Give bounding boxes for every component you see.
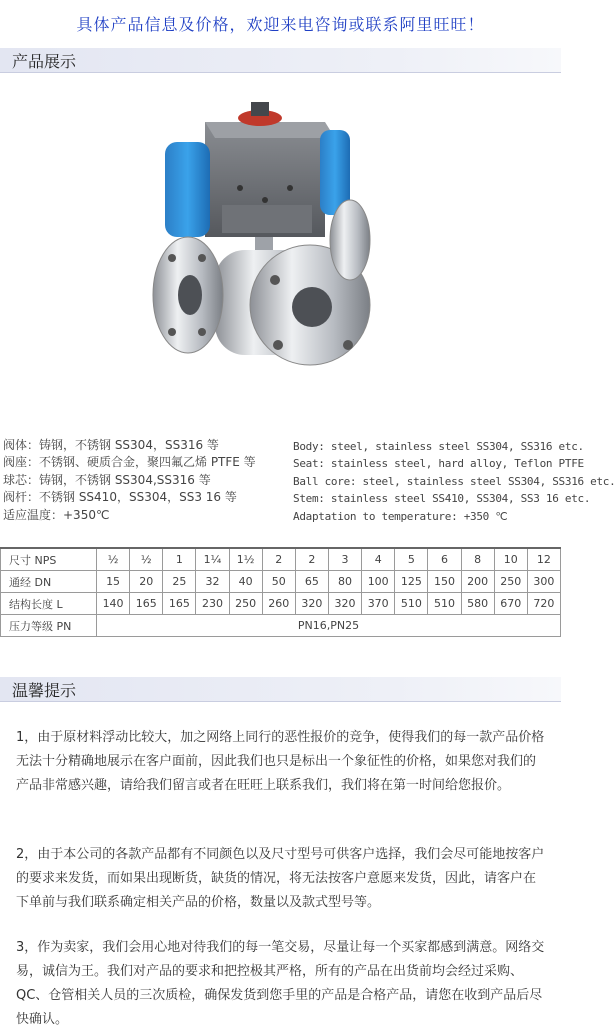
table-cell: 80 [328,571,361,593]
table-cell: 510 [395,593,428,615]
note-text: 3，作为卖家，我们会用心地对待我们的每一笔交易，尽量让每一个买家都感到满意。网络交易，诚信为王。我们对产品的要求和把控极其严格，所有的产品在出货前均会经过采购、QC、仓管相关人员的三次质检，确保发货到您手里的产品是合格产品，请您在收到产品后尽快确认。 [16,940,545,1027]
table-cell: 8 [461,548,494,571]
row-header: 压力等级 PN [1,615,97,637]
note-paragraph [16,843,548,915]
contact-banner: 具体产品信息及价格，欢迎来电咨询或联系阿里旺旺！ [76,15,485,34]
table-cell: 125 [395,571,428,593]
table-cell: 15 [97,571,130,593]
note-paragraph [16,936,548,1032]
table-cell: 670 [494,593,527,615]
table-cell: 260 [262,593,295,615]
table-cell: 10 [494,548,527,571]
table-cell: 65 [295,571,328,593]
table-cell: 1 [163,548,196,571]
table-cell: 2 [262,548,295,571]
row-header: 尺寸 NPS [1,548,97,571]
table-row [1,548,561,571]
table-cell: 140 [97,593,130,615]
spec-line: Seat: stainless steel, hard alloy, Teflon PTFE [293,457,584,471]
table-row [1,615,561,637]
table-cell: ½ [97,548,130,571]
table-cell: 1½ [229,548,262,571]
table-cell: 12 [527,548,560,571]
table-cell: PN16,PN25 [97,615,561,637]
table-row [1,571,561,593]
table-cell: 580 [461,593,494,615]
table-cell: 150 [428,571,461,593]
table-cell: 40 [229,571,262,593]
table-cell: 250 [229,593,262,615]
table-cell: 165 [163,593,196,615]
table-cell: 3 [328,548,361,571]
section-header-tips [0,677,561,702]
table-cell: 20 [130,571,163,593]
spec-list-cn [3,437,256,524]
table-cell: 165 [130,593,163,615]
spec-line: Stem: stainless steel SS410, SS304, SS3 16 etc. [293,492,591,506]
table-cell: 370 [362,593,395,615]
table-cell: 200 [461,571,494,593]
section-title: 温馨提示 [12,681,77,700]
table-cell: 2 [295,548,328,571]
spec-line: 球芯：铸钢，不锈钢 SS304,SS316 等 [3,472,211,487]
spec-line: Body: steel, stainless steel SS304, SS316 etc. [293,440,584,453]
note-text: 2，由于本公司的各款产品都有不同颜色以及尺寸型号可供客户选择，我们会尽可能地按客户的要求来发货，而如果出现断货，缺货的情况，将无法按客户意愿来发货，因此，请客户在下单前与我们联系确定相关产品的价格，数量以及款式型号等。 [16,847,545,910]
table-cell: 250 [494,571,527,593]
row-header: 通经 DN [1,571,97,593]
spec-list-en [293,438,615,525]
section-title: 产品展示 [12,52,77,71]
dimension-table [0,547,561,637]
table-cell: 6 [428,548,461,571]
row-header: 结构长度 L [1,593,97,615]
note-paragraph [16,726,548,798]
table-cell: ½ [130,548,163,571]
spec-line: 阀体：铸钢，不锈钢 SS304，SS316 等 [3,438,219,452]
table-cell: 720 [527,593,560,615]
ball-valve-image [150,100,375,385]
spec-line: Ball core: steel, stainless steel SS304, SS316 etc. [293,474,615,488]
table-cell: 320 [295,593,328,615]
spec-line: 阀杆：不锈钢 SS410，SS304，SS3 16 等 [3,490,237,505]
spec-line: 适应温度：+350℃ [3,507,110,522]
spec-line: 阀座：不锈钢、硬质合金，聚四氟乙烯 PTFE 等 [3,455,256,470]
table-cell: 4 [362,548,395,571]
note-text: 1，由于原材料浮动比较大，加之网络上同行的恶性报价的竞争，使得我们的每一款产品价格无法十分精确地展示在客户面前，因此我们也只是标出一个象征性的价格，如果您对我们的产品非常感兴趣，请给我们留言或者在旺旺上联系我们，我们将在第一时间给您报价。 [16,730,545,793]
table-cell: 230 [196,593,229,615]
table-cell: 32 [196,571,229,593]
table-cell: 25 [163,571,196,593]
table-cell: 300 [527,571,560,593]
table-cell: 5 [395,548,428,571]
section-header-product [0,48,561,73]
table-cell: 1¼ [196,548,229,571]
table-cell: 50 [262,571,295,593]
table-cell: 510 [428,593,461,615]
table-cell: 320 [328,593,361,615]
table-cell: 100 [362,571,395,593]
spec-line: Adaptation to temperature: +350 ℃ [293,509,508,523]
table-row [1,593,561,615]
